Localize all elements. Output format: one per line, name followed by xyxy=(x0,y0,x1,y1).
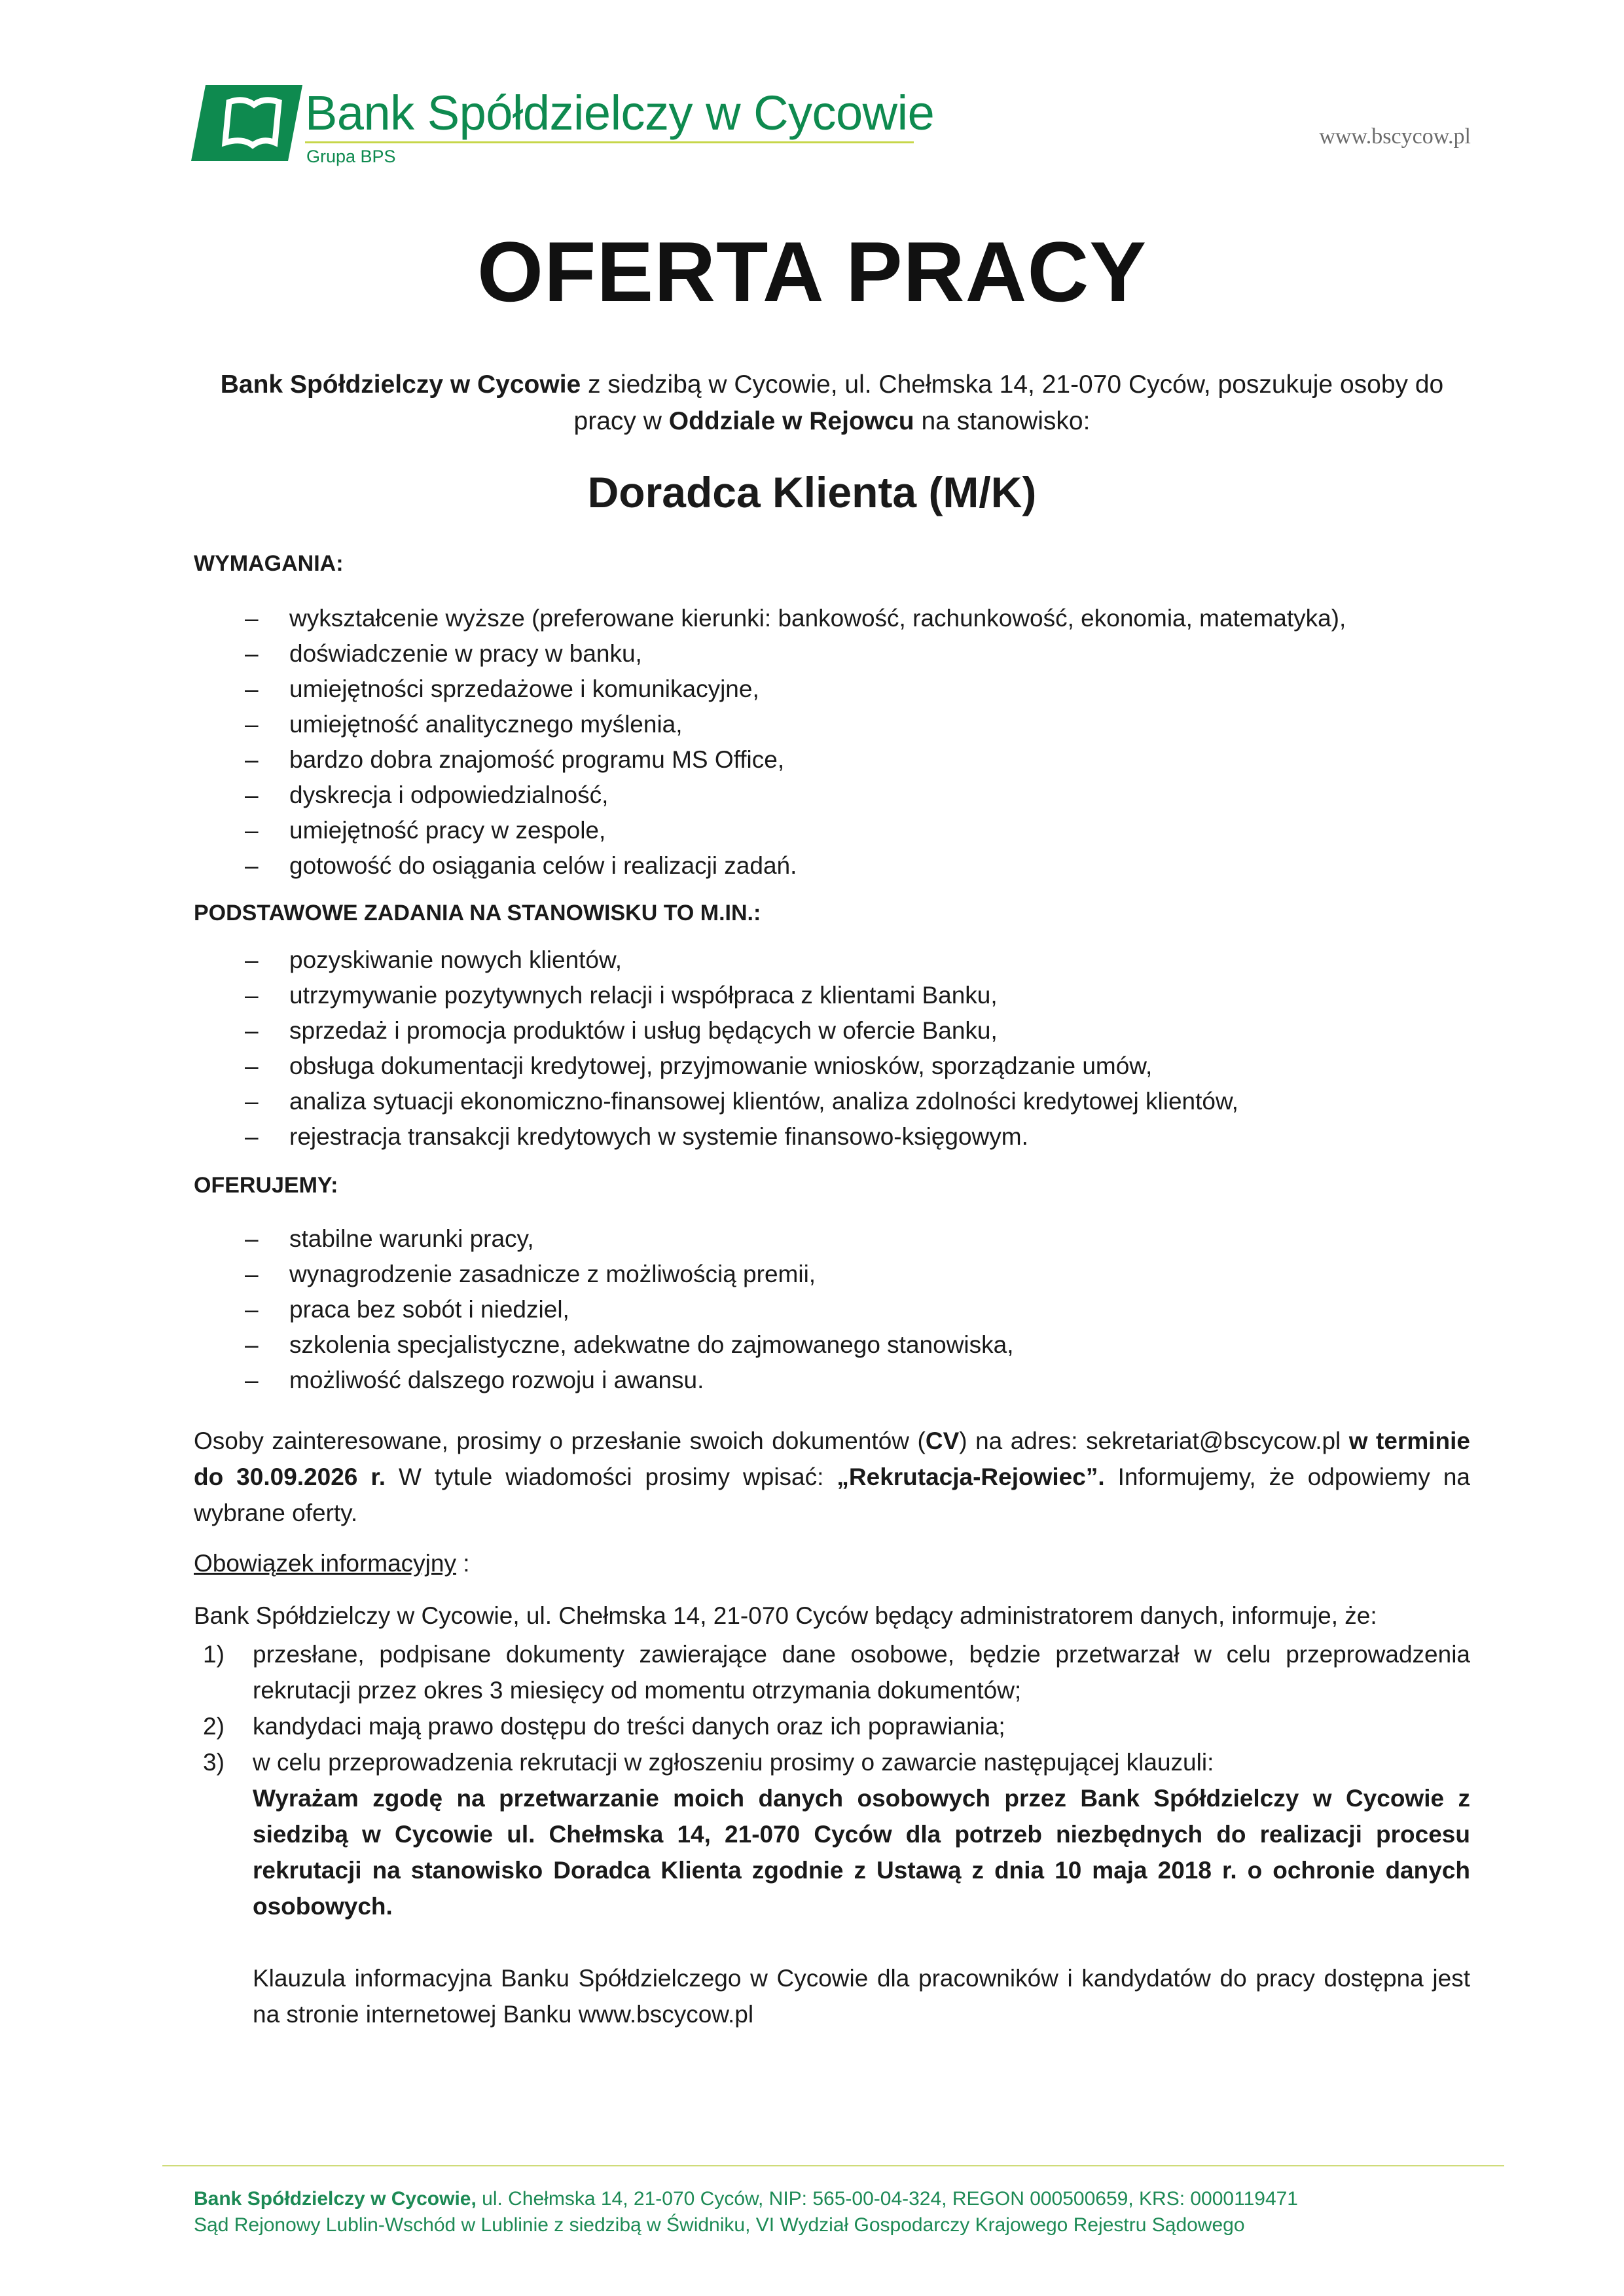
list-item-text: praca bez sobót i niedziel, xyxy=(289,1296,569,1323)
apply-text-1: Osoby zainteresowane, prosimy o przesłanie swoich dokumentów ( xyxy=(194,1427,926,1454)
list-item-text: przesłane, podpisane dokumenty zawierające dane osobowe, będzie przetwarzał w celu przeprowadzenia rekrutacji przez okres 3 miesięcy od momentu otrzymania dokumentów; xyxy=(253,1641,1470,1704)
list-item-text: doświadczenie w pracy w banku, xyxy=(289,640,642,667)
footer-divider xyxy=(162,2165,1504,2166)
requirements-heading: WYMAGANIA: xyxy=(194,551,344,576)
consent-clause: Wyrażam zgodę na przetwarzanie moich danych osobowych przez Bank Spółdzielczy w Cycowie z siedzibą w Cycowie ul. Chełmska 14, 21-070 Cyców dla potrzeb niezbędnych do realizacji procesu rekrutacji na stanowisko Doradca Klienta zgodnie z Ustawą z dnia 10 maja 2018 r. o ochronie danych osobowych. xyxy=(253,1785,1470,1920)
list-item: – pozyskiwanie nowych klientów, xyxy=(245,946,622,973)
list-item: – bardzo dobra znajomość programu MS Office, xyxy=(245,746,785,773)
intro-text-1: z siedzibą w Cycowie, ul. Chełmska 14, 21-070 Cyców, poszukuje osoby do pracy w xyxy=(573,370,1444,435)
apply-text-2: ) na adres: sekretariat@bscycow.pl xyxy=(959,1427,1349,1454)
footer xyxy=(194,2186,1503,2238)
intro-branch: Oddziale w Rejowcu xyxy=(668,407,914,435)
list-item: – sprzedaż i promocja produktów i usług będących w ofercie Banku, xyxy=(245,1017,998,1044)
list-item-text: gotowość do osiągania celów i realizacji zadań. xyxy=(289,852,797,879)
logo-divider xyxy=(305,141,914,143)
apply-text-4: Informujemy, że odpowiemy na wybrane oferty. xyxy=(194,1463,1470,1526)
apply-subject: „Rekrutacja-Rejowiec”. xyxy=(837,1463,1105,1490)
clause-note: Klauzula informacyjna Banku Spółdzielczego w Cycowie dla pracowników i kandydatów do pracy dostępna jest na stronie internetowej Banku www.bscycow.pl xyxy=(253,1965,1470,2028)
list-item: – umiejętności sprzedażowe i komunikacyjne, xyxy=(245,675,759,702)
list-item-text: kandydaci mają prawo dostępu do treści danych oraz ich poprawiania; xyxy=(253,1713,1005,1740)
list-item-text: dyskrecja i odpowiedzialność, xyxy=(289,781,609,808)
list-item xyxy=(194,1744,1470,2032)
bank-logo xyxy=(191,82,935,168)
tasks-list xyxy=(194,942,1470,1155)
list-item: – praca bez sobót i niedziel, xyxy=(245,1296,569,1323)
list-item-text: w celu przeprowadzenia rekrutacji w zgłoszeniu prosimy o zawarcie następującej klauzuli: xyxy=(253,1749,1214,1776)
offer-heading: OFERUJEMY: xyxy=(194,1173,338,1198)
obligation-heading xyxy=(194,1550,470,1577)
apply-text-3: W tytule wiadomości prosimy wpisać: xyxy=(385,1463,837,1490)
application-paragraph xyxy=(194,1423,1470,1531)
intro-text-2: na stanowisko: xyxy=(914,407,1091,435)
bank-name: Bank Spółdzielczy w Cycowie xyxy=(305,86,935,140)
list-item-text: bardzo dobra znajomość programu MS Office, xyxy=(289,746,785,773)
list-item-text: sprzedaż i promocja produktów i usług będących w ofercie Banku, xyxy=(289,1017,998,1044)
list-item-text: szkolenia specjalistyczne, adekwatne do zajmowanego stanowiska, xyxy=(289,1331,1014,1358)
footer-address: ul. Chełmska 14, 21-070 Cyców, NIP: 565-00-04-324, REGON 000500659, KRS: 0000119471 xyxy=(476,2188,1298,2210)
offer-list xyxy=(194,1221,1470,1398)
website-link[interactable]: www.bscycow.pl xyxy=(1319,124,1471,149)
list-item-text: umiejętność pracy w zespole, xyxy=(289,817,606,844)
list-item xyxy=(194,1708,1470,1744)
footer-line-2: Sąd Rejonowy Lublin-Wschód w Lublinie z siedzibą w Świdniku, VI Wydział Gospodarczy Krajowego Rejestru Sądowego xyxy=(194,2214,1245,2236)
list-item: – doświadczenie w pracy w banku, xyxy=(245,640,642,667)
list-item: – utrzymywanie pozytywnych relacji i współpraca z klientami Banku, xyxy=(245,982,998,1009)
list-item-text: wynagrodzenie zasadnicze z możliwością premii, xyxy=(289,1261,816,1287)
list-item: – stabilne warunki pracy, xyxy=(245,1225,534,1252)
list-item-text: utrzymywanie pozytywnych relacji i współpraca z klientami Banku, xyxy=(289,982,998,1009)
footer-bank-name: Bank Spółdzielczy w Cycowie, xyxy=(194,2188,477,2210)
list-item: – analiza sytuacji ekonomiczno-finansowej klientów, analiza zdolności kredytowej klientów, xyxy=(245,1088,1238,1115)
list-item: – możliwość dalszego rozwoju i awansu. xyxy=(245,1367,704,1393)
list-item-text: obsługa dokumentacji kredytowej, przyjmowanie wniosków, sporządzanie umów, xyxy=(289,1052,1153,1079)
obligation-suffix: : xyxy=(456,1550,470,1577)
list-item xyxy=(194,1636,1470,1708)
group-label: Grupa BPS xyxy=(306,147,396,166)
list-item-number: 1) xyxy=(203,1641,225,1668)
list-item-text: umiejętność analitycznego myślenia, xyxy=(289,711,683,738)
list-item-text: stabilne warunki pracy, xyxy=(289,1225,534,1252)
apply-deadline: w terminie do 30.09.2026 r. xyxy=(194,1427,1470,1490)
list-item: – umiejętność pracy w zespole, xyxy=(245,817,606,844)
list-item: – wynagrodzenie zasadnicze z możliwością premii, xyxy=(245,1261,816,1287)
intro-bank-name: Bank Spółdzielczy w Cycowie xyxy=(220,370,581,399)
list-item-text: analiza sytuacji ekonomiczno-finansowej klientów, analiza zdolności kredytowej klientów, xyxy=(289,1088,1238,1115)
list-item: – gotowość do osiągania celów i realizacji zadań. xyxy=(245,852,797,879)
list-item-text: pozyskiwanie nowych klientów, xyxy=(289,946,622,973)
requirements-list xyxy=(194,601,1470,884)
page-title: OFERTA PRACY xyxy=(477,224,1147,319)
list-item-number: 2) xyxy=(203,1713,225,1740)
list-item: – obsługa dokumentacji kredytowej, przyjmowanie wniosków, sporządzanie umów, xyxy=(245,1052,1153,1079)
list-item: – dyskrecja i odpowiedzialność, xyxy=(245,781,609,808)
list-item: – rejestracja transakcji kredytowych w systemie finansowo-księgowym. xyxy=(245,1123,1028,1150)
list-item: – wykształcenie wyższe (preferowane kierunki: bankowość, rachunkowość, ekonomia, matematyka), xyxy=(245,605,1346,632)
obligation-label: Obowiązek informacyjny xyxy=(194,1550,456,1577)
apply-cv: CV xyxy=(925,1427,960,1454)
position-title: Doradca Klienta (M/K) xyxy=(587,468,1037,516)
tasks-heading: PODSTAWOWE ZADANIA NA STANOWISKU TO M.IN.: xyxy=(194,901,761,925)
footer-line-1 xyxy=(194,2186,1503,2212)
list-item: – umiejętność analitycznego myślenia, xyxy=(245,711,683,738)
list-item-text: rejestracja transakcji kredytowych w systemie finansowo-księgowym. xyxy=(289,1123,1028,1150)
list-item-text: wykształcenie wyższe (preferowane kierunki: bankowość, rachunkowość, ekonomia, matematyka), xyxy=(289,605,1346,632)
list-item-text: możliwość dalszego rozwoju i awansu. xyxy=(289,1367,704,1393)
list-item-text: umiejętności sprzedażowe i komunikacyjne, xyxy=(289,675,759,702)
obligation-list xyxy=(194,1636,1470,2032)
list-item-number: 3) xyxy=(203,1749,225,1776)
list-item: – szkolenia specjalistyczne, adekwatne do zajmowanego stanowiska, xyxy=(245,1331,1014,1358)
intro-paragraph xyxy=(194,367,1470,440)
obligation-lead: Bank Spółdzielczy w Cycowie, ul. Chełmska 14, 21-070 Cyców będący administratorem danych, informuje, że: xyxy=(194,1602,1377,1629)
bank-logo-icon xyxy=(191,85,302,161)
